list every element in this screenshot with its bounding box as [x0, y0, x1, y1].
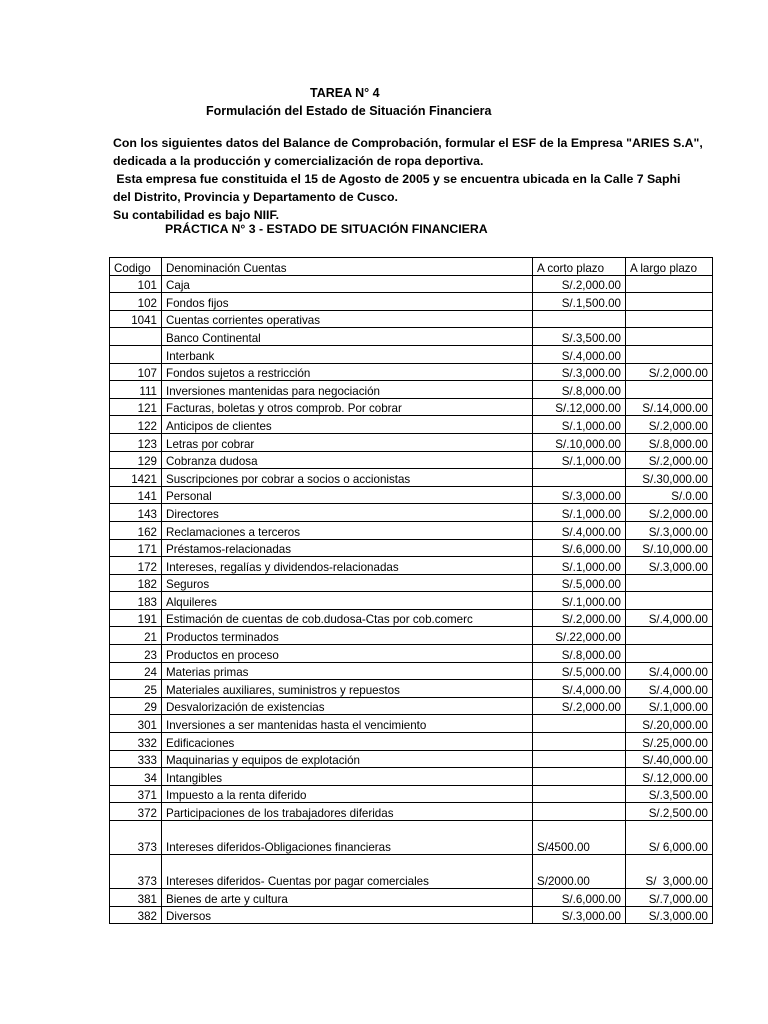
table-row: [110, 398, 713, 416]
cell-long-term: [626, 293, 713, 311]
cell-short-term: [533, 469, 626, 487]
cell-account-name: Intereses diferidos- Cuentas por pagar comerciales: [162, 855, 533, 889]
cell-code: 382: [110, 906, 162, 924]
cell-code: 111: [110, 381, 162, 399]
intro-line: Esta empresa fue constituida el 15 de Agosto de 2005 y se encuentra ubicada en la Calle 7 Saphi: [113, 172, 681, 186]
cell-short-term: S/.1,000.00: [533, 592, 626, 610]
column-header-name: Denominación Cuentas: [162, 258, 533, 276]
cell-code: 381: [110, 889, 162, 907]
cell-short-term: S/.4,000.00: [533, 521, 626, 539]
cell-short-term: S/.10,000.00: [533, 433, 626, 451]
cell-short-term: [533, 785, 626, 803]
table-row: [110, 592, 713, 610]
cell-short-term: S/.3,000.00: [533, 906, 626, 924]
cell-account-name: Desvalorización de existencias: [162, 697, 533, 715]
table-row: [110, 889, 713, 907]
column-header-long-term: A largo plazo: [626, 258, 713, 276]
cell-code: 23: [110, 645, 162, 663]
cell-short-term: S/.1,000.00: [533, 451, 626, 469]
intro-line: Con los siguientes datos del Balance de Comprobación, formular el ESF de la Empresa "ARIES S.A",: [113, 136, 703, 150]
cell-account-name: Reclamaciones a terceros: [162, 521, 533, 539]
cell-long-term: S/.0.00: [626, 486, 713, 504]
cell-account-name: Préstamos-relacionadas: [162, 539, 533, 557]
table-row: [110, 574, 713, 592]
cell-account-name: Materias primas: [162, 662, 533, 680]
cell-short-term: S/2000.00: [533, 855, 626, 889]
cell-code: 171: [110, 539, 162, 557]
cell-code: 29: [110, 697, 162, 715]
cell-long-term: S/.2,000.00: [626, 504, 713, 522]
table-row: [110, 855, 713, 889]
table-row: [110, 433, 713, 451]
cell-account-name: Banco Continental: [162, 328, 533, 346]
accounts-table: [109, 257, 713, 924]
cell-account-name: Alquileres: [162, 592, 533, 610]
cell-short-term: S/.6,000.00: [533, 889, 626, 907]
cell-account-name: Cobranza dudosa: [162, 451, 533, 469]
cell-long-term: S/.30,000.00: [626, 469, 713, 487]
cell-account-name: Interbank: [162, 345, 533, 363]
table-row: [110, 416, 713, 434]
column-header-code: Codigo: [110, 258, 162, 276]
table-row: [110, 539, 713, 557]
cell-code: 1041: [110, 310, 162, 328]
table-row: [110, 750, 713, 768]
cell-code: 107: [110, 363, 162, 381]
cell-long-term: S/.4,000.00: [626, 662, 713, 680]
cell-code: 141: [110, 486, 162, 504]
intro-line: del Distrito, Provincia y Departamento de Cusco.: [113, 190, 398, 204]
cell-short-term: S/.8,000.00: [533, 645, 626, 663]
cell-long-term: S/.8,000.00: [626, 433, 713, 451]
cell-account-name: Fondos fijos: [162, 293, 533, 311]
cell-short-term: S/.4,000.00: [533, 680, 626, 698]
cell-short-term: S/.12,000.00: [533, 398, 626, 416]
table-row: [110, 504, 713, 522]
cell-long-term: S/.14,000.00: [626, 398, 713, 416]
cell-short-term: S/.1,000.00: [533, 504, 626, 522]
cell-long-term: [626, 328, 713, 346]
cell-long-term: S/.12,000.00: [626, 768, 713, 786]
cell-short-term: [533, 715, 626, 733]
cell-code: 172: [110, 557, 162, 575]
intro-line: Su contabilidad es bajo NIIF.: [113, 208, 280, 222]
cell-long-term: S/.2,000.00: [626, 451, 713, 469]
cell-short-term: [533, 733, 626, 751]
table-row: [110, 275, 713, 293]
cell-account-name: Estimación de cuentas de cob.dudosa-Ctas por cob.comerc: [162, 609, 533, 627]
cell-account-name: Suscripciones por cobrar a socios o accionistas: [162, 469, 533, 487]
cell-code: 122: [110, 416, 162, 434]
cell-short-term: S/.3,000.00: [533, 486, 626, 504]
table-row: [110, 328, 713, 346]
cell-account-name: Facturas, boletas y otros comprob. Por cobrar: [162, 398, 533, 416]
cell-account-name: Fondos sujetos a restricción: [162, 363, 533, 381]
cell-account-name: Edificaciones: [162, 733, 533, 751]
cell-account-name: Bienes de arte y cultura: [162, 889, 533, 907]
table-row: [110, 469, 713, 487]
cell-code: 123: [110, 433, 162, 451]
cell-short-term: S/.22,000.00: [533, 627, 626, 645]
table-row: [110, 803, 713, 821]
cell-account-name: Anticipos de clientes: [162, 416, 533, 434]
cell-long-term: [626, 645, 713, 663]
cell-account-name: Diversos: [162, 906, 533, 924]
cell-short-term: S/.2,000.00: [533, 609, 626, 627]
cell-long-term: S/.40,000.00: [626, 750, 713, 768]
cell-account-name: Productos en proceso: [162, 645, 533, 663]
cell-long-term: S/.4,000.00: [626, 609, 713, 627]
cell-short-term: S/.5,000.00: [533, 574, 626, 592]
cell-account-name: Maquinarias y equipos de explotación: [162, 750, 533, 768]
cell-code: 129: [110, 451, 162, 469]
cell-long-term: S/.3,000.00: [626, 521, 713, 539]
table-row: [110, 627, 713, 645]
table-row: [110, 680, 713, 698]
cell-account-name: Inversiones a ser mantenidas hasta el vencimiento: [162, 715, 533, 733]
table-row: [110, 381, 713, 399]
cell-long-term: S/.10,000.00: [626, 539, 713, 557]
cell-long-term: [626, 381, 713, 399]
table-row: [110, 557, 713, 575]
cell-long-term: S/.2,000.00: [626, 363, 713, 381]
table-row: [110, 486, 713, 504]
cell-long-term: [626, 592, 713, 610]
cell-long-term: [626, 627, 713, 645]
cell-short-term: [533, 768, 626, 786]
table-row: [110, 521, 713, 539]
cell-long-term: S/.1,000.00: [626, 697, 713, 715]
cell-code: 34: [110, 768, 162, 786]
cell-code: [110, 345, 162, 363]
cell-long-term: S/.2,000.00: [626, 416, 713, 434]
cell-long-term: [626, 574, 713, 592]
cell-account-name: Productos terminados: [162, 627, 533, 645]
cell-account-name: Letras por cobrar: [162, 433, 533, 451]
cell-short-term: S/.4,000.00: [533, 345, 626, 363]
cell-long-term: S/ 3,000.00: [626, 855, 713, 889]
cell-account-name: Intereses, regalías y dividendos-relacionadas: [162, 557, 533, 575]
cell-account-name: Personal: [162, 486, 533, 504]
table-body: [110, 275, 713, 924]
cell-code: 301: [110, 715, 162, 733]
cell-account-name: Caja: [162, 275, 533, 293]
cell-long-term: S/.3,500.00: [626, 785, 713, 803]
cell-long-term: S/.3,000.00: [626, 557, 713, 575]
cell-code: 121: [110, 398, 162, 416]
table-row: [110, 293, 713, 311]
task-title: TAREA N° 4: [310, 86, 380, 100]
table-row: [110, 645, 713, 663]
cell-code: 182: [110, 574, 162, 592]
cell-code: 373: [110, 821, 162, 855]
cell-long-term: S/ 6,000.00: [626, 821, 713, 855]
table-row: [110, 821, 713, 855]
document-subtitle: Formulación del Estado de Situación Financiera: [206, 104, 492, 118]
cell-account-name: Intangibles: [162, 768, 533, 786]
table-row: [110, 451, 713, 469]
cell-code: [110, 328, 162, 346]
cell-code: 191: [110, 609, 162, 627]
cell-short-term: S/.6,000.00: [533, 539, 626, 557]
cell-long-term: S/.4,000.00: [626, 680, 713, 698]
cell-short-term: S/.3,000.00: [533, 363, 626, 381]
cell-code: 102: [110, 293, 162, 311]
table-row: [110, 785, 713, 803]
cell-code: 183: [110, 592, 162, 610]
table-row: [110, 662, 713, 680]
table-row: [110, 697, 713, 715]
cell-long-term: S/.25,000.00: [626, 733, 713, 751]
cell-short-term: [533, 803, 626, 821]
table-row: [110, 733, 713, 751]
cell-account-name: Participaciones de los trabajadores diferidas: [162, 803, 533, 821]
cell-account-name: Cuentas corrientes operativas: [162, 310, 533, 328]
cell-long-term: [626, 310, 713, 328]
cell-code: 332: [110, 733, 162, 751]
cell-account-name: Directores: [162, 504, 533, 522]
cell-long-term: [626, 275, 713, 293]
cell-long-term: S/.7,000.00: [626, 889, 713, 907]
column-header-short-term: A corto plazo: [533, 258, 626, 276]
cell-long-term: [626, 345, 713, 363]
cell-short-term: S/.1,000.00: [533, 416, 626, 434]
table-row: [110, 363, 713, 381]
cell-long-term: S/.20,000.00: [626, 715, 713, 733]
table-row: [110, 768, 713, 786]
cell-code: 143: [110, 504, 162, 522]
cell-short-term: S/.2,000.00: [533, 697, 626, 715]
cell-account-name: Inversiones mantenidas para negociación: [162, 381, 533, 399]
cell-short-term: [533, 750, 626, 768]
cell-short-term: S/.3,500.00: [533, 328, 626, 346]
cell-long-term: S/.3,000.00: [626, 906, 713, 924]
table-row: [110, 715, 713, 733]
cell-short-term: S/.5,000.00: [533, 662, 626, 680]
cell-account-name: Impuesto a la renta diferido: [162, 785, 533, 803]
cell-code: 162: [110, 521, 162, 539]
cell-short-term: S/.1,500.00: [533, 293, 626, 311]
cell-account-name: Seguros: [162, 574, 533, 592]
intro-line: dedicada a la producción y comercialización de ropa deportiva.: [113, 154, 484, 168]
table-row: [110, 345, 713, 363]
cell-short-term: S/.8,000.00: [533, 381, 626, 399]
cell-short-term: S/4500.00: [533, 821, 626, 855]
practice-title: PRÁCTICA N° 3 - ESTADO DE SITUACIÓN FINANCIERA: [165, 222, 488, 236]
cell-account-name: Materiales auxiliares, suministros y repuestos: [162, 680, 533, 698]
cell-code: 333: [110, 750, 162, 768]
cell-code: 101: [110, 275, 162, 293]
table-row: [110, 906, 713, 924]
cell-code: 1421: [110, 469, 162, 487]
cell-code: 372: [110, 803, 162, 821]
cell-code: 25: [110, 680, 162, 698]
cell-short-term: [533, 310, 626, 328]
cell-long-term: S/.2,500.00: [626, 803, 713, 821]
table-header-row: [110, 258, 713, 276]
table-row: [110, 310, 713, 328]
cell-code: 373: [110, 855, 162, 889]
cell-short-term: S/.2,000.00: [533, 275, 626, 293]
cell-short-term: S/.1,000.00: [533, 557, 626, 575]
cell-account-name: Intereses diferidos-Obligaciones financieras: [162, 821, 533, 855]
cell-code: 371: [110, 785, 162, 803]
cell-code: 24: [110, 662, 162, 680]
intro-paragraph: [113, 134, 713, 224]
cell-code: 21: [110, 627, 162, 645]
table-row: [110, 609, 713, 627]
